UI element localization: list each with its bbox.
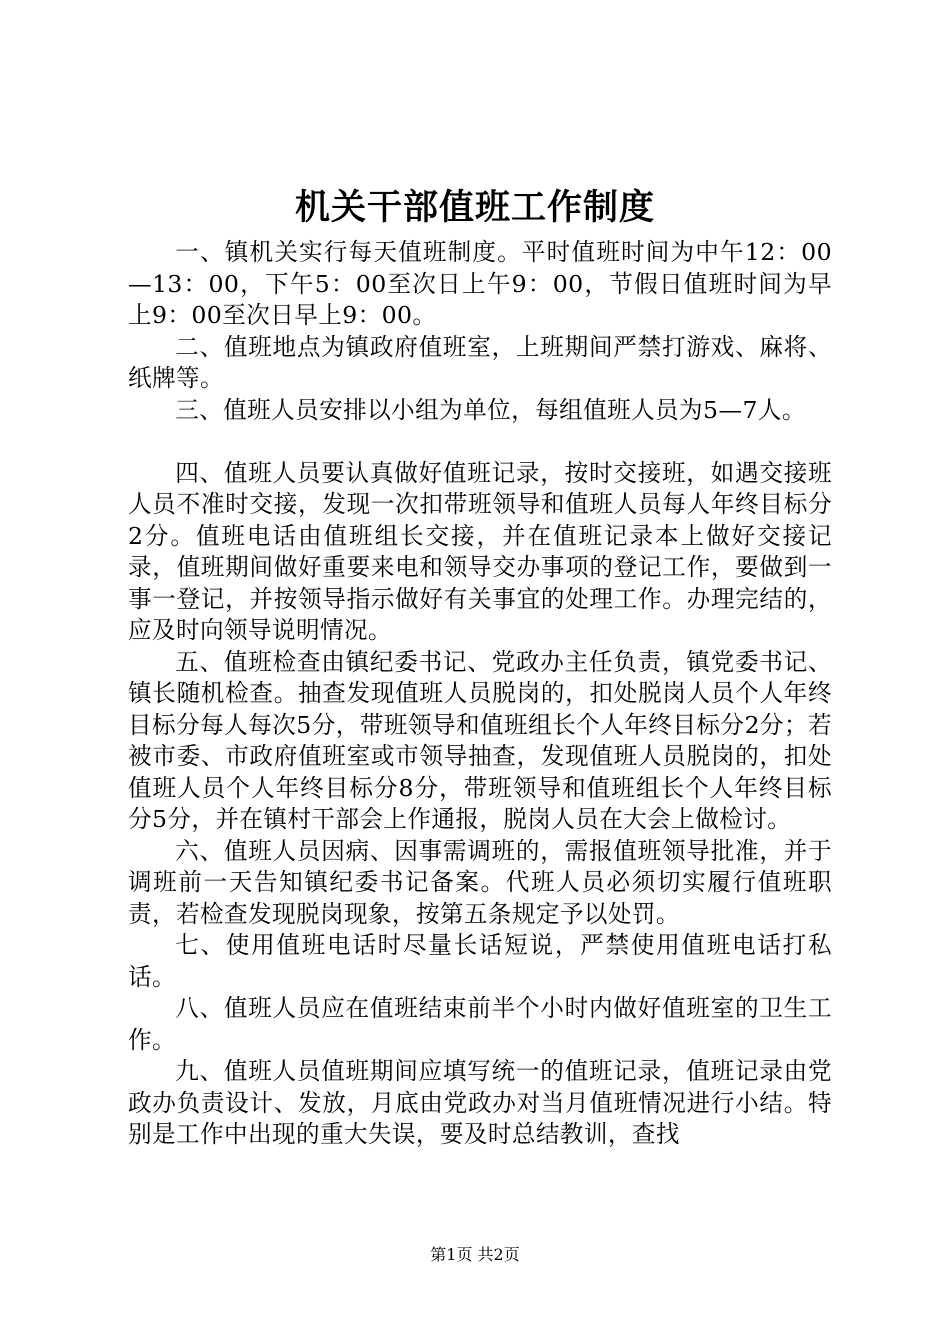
page-number: 第1页 共2页 — [430, 1245, 520, 1264]
paragraph-6: 六、值班人员因病、因事需调班的，需报值班领导批准，并于调班前一天告知镇纪委书记备案。代班人员必须切实履行值班职责，若检查发现脱岗现象，按第五条规定予以处罚。 — [128, 836, 832, 928]
paragraph-4: 四、值班人员要认真做好值班记录，按时交接班，如遇交接班人员不准时交接，发现一次扣带班领导和值班人员每人年终目标分2分。值班电话由值班组长交接，并在值班记录本上做好交接记录，值班期间做好重要来电和领导交办事项的登记工作，要做到一事一登记，并按领导指示做好有关事宜的处理工作。办理完结的，应及时向领导说明情况。 — [128, 458, 832, 644]
document-title: 机关干部值班工作制度 — [294, 187, 655, 228]
paragraph-7: 七、使用值班电话时尽量长话短说，严禁使用值班电话打私话。 — [128, 931, 832, 991]
paragraph-2: 二、值班地点为镇政府值班室，上班期间严禁打游戏、麻将、纸牌等。 — [128, 332, 832, 392]
paragraph-3: 三、值班人员安排以小组为单位，每组值班人员为5—7人。 — [175, 395, 806, 424]
paragraph-1: 一、镇机关实行每天值班制度。平时值班时间为中午12：00—13：00，下午5：00至次日上午9：00，节假日值班时间为早上9：00至次日早上9：00。 — [128, 238, 832, 329]
document-body — [128, 237, 832, 1151]
paragraph-5: 五、值班检查由镇纪委书记、党政办主任负责，镇党委书记、镇长随机检查。抽查发现值班人员脱岗的，扣处脱岗人员个人年终目标分每人每次5分，带班领导和值班组长个人年终目标分2分；若被市委、市政府值班室或市领导抽查，发现值班人员脱岗的，扣处值班人员个人年终目标分8分，带班领导和值班组长个人年终目标分5分，并在镇村干部会上作通报，脱岗人员在大会上做检讨。 — [128, 647, 832, 833]
paragraph-8: 八、值班人员应在值班结束前半个小时内做好值班室的卫生工作。 — [128, 994, 832, 1054]
paragraph-9: 九、值班人员值班期间应填写统一的值班记录，值班记录由党政办负责设计、发放，月底由党政办对当月值班情况进行小结。特别是工作中出现的重大失误，要及时总结教训，查找 — [128, 1057, 832, 1148]
